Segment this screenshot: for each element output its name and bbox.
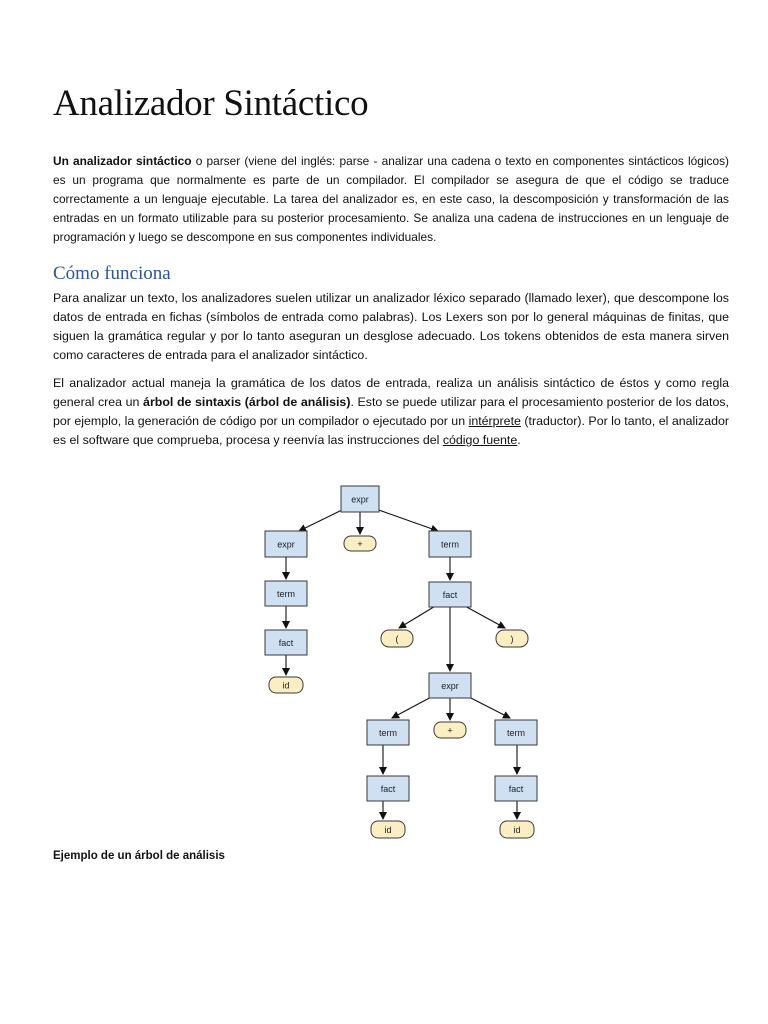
svg-text:+: + [447, 725, 453, 736]
tree-node-right-fact [429, 582, 471, 607]
para2-text-3: (traductor). Por lo tanto, el analizador es el software que comprueba, procesa y reenvía las instrucciones del [53, 414, 730, 447]
tree-node-inner-right-term [495, 720, 537, 745]
tree-edges [286, 509, 517, 819]
edge-inner-expr-right-term [465, 695, 510, 718]
svg-text:expr: expr [277, 539, 295, 550]
tree-node-inner-left-term [367, 720, 409, 745]
para2-text-1: El analizador actual maneja la gramática de los datos de entrada, realiza un análisis sintáctico de éstos y como regla general crea un [53, 376, 729, 409]
tree-node-rparen [496, 630, 528, 647]
svg-text:term: term [277, 589, 295, 599]
svg-text:fact: fact [278, 638, 294, 648]
tree-node-inner-plus [434, 722, 466, 738]
how-it-works-paragraph-2 [53, 374, 729, 450]
interprete-link[interactable]: intérprete [468, 414, 521, 428]
tree-node-left-fact [265, 630, 307, 655]
para2-bold-term: árbol de sintaxis (árbol de análisis) [143, 395, 351, 409]
svg-text:id: id [282, 680, 290, 691]
svg-text:expr: expr [441, 681, 459, 691]
parse-tree-diagram [255, 480, 545, 845]
para2-text-2: . Esto se puede utilizar para el procesamiento posterior de los datos, por ejemplo, la generación de código por un compilador o ejecutado por un [53, 395, 730, 428]
figure-caption: Ejemplo de un árbol de análisis [53, 850, 225, 862]
edge-root-left-expr [299, 509, 344, 531]
tree-node-inner-right-id [500, 821, 534, 838]
intro-paragraph [53, 152, 729, 247]
svg-text:expr: expr [351, 494, 369, 505]
section-heading: Cómo funciona [53, 263, 171, 284]
svg-text:+: + [357, 539, 363, 549]
svg-text:fact: fact [442, 590, 458, 600]
how-it-works-paragraph-1: Para analizar un texto, los analizadores suelen utilizar un analizador léxico separado (llamado lexer), que descompone los datos de entrada en fichas (símbolos de entrada como palabras). Los Lexers son por lo general máquinas de finitas, que siguen la gramática regular y por lo tanto aseguran un desglose adecuado. Los tokens obtenidos de esta manera sirven como caracteres de entrada para el analizador sintáctico. [53, 291, 729, 362]
tree-node-left-term [265, 581, 307, 606]
edge-fact-rparen [463, 605, 505, 628]
tree-node-inner-left-id [371, 821, 405, 838]
para2-text-4: . [517, 433, 521, 447]
tree-node-lparen [381, 630, 413, 647]
edge-root-right-term [376, 509, 438, 531]
tree-node-right-term [429, 531, 471, 557]
tree-node-root [341, 486, 379, 512]
tree-node-plus [344, 536, 376, 551]
intro-term: Un analizador sintáctico [53, 154, 192, 168]
svg-text:fact: fact [508, 784, 524, 794]
tree-node-left-id [269, 677, 303, 693]
svg-text:term: term [379, 728, 397, 738]
svg-text:(: ( [395, 634, 399, 644]
tree-node-left-expr [265, 531, 307, 557]
codigo-fuente-link[interactable]: código fuente [442, 433, 518, 447]
svg-text:fact: fact [380, 784, 396, 794]
page-title: Analizador Sintáctico [53, 83, 369, 124]
intro-text: o parser (viene del inglés: parse - analizar una cadena o texto en componentes sintácticos lógicos) es un programa que normalmente es parte de un compilador. El compilador se asegura de que el código se traduce correctamente a un lenguaje ejecutable. La tarea del analizador es, en este caso, la descomposición y transformación de las entradas en un formato utilizable para su posterior procesamiento. Se analiza una cadena de instrucciones en un lenguaje de programación y luego se descompone en sus componentes individuales. [53, 154, 730, 244]
svg-text:term: term [441, 539, 459, 550]
svg-text:): ) [510, 634, 514, 644]
tree-node-inner-left-fact [367, 776, 409, 801]
svg-text:term: term [507, 728, 525, 738]
svg-text:id: id [513, 825, 521, 835]
edge-fact-lparen [399, 605, 437, 628]
tree-node-inner-expr [429, 673, 471, 698]
tree-node-inner-right-fact [495, 776, 537, 801]
svg-text:id: id [384, 825, 392, 835]
